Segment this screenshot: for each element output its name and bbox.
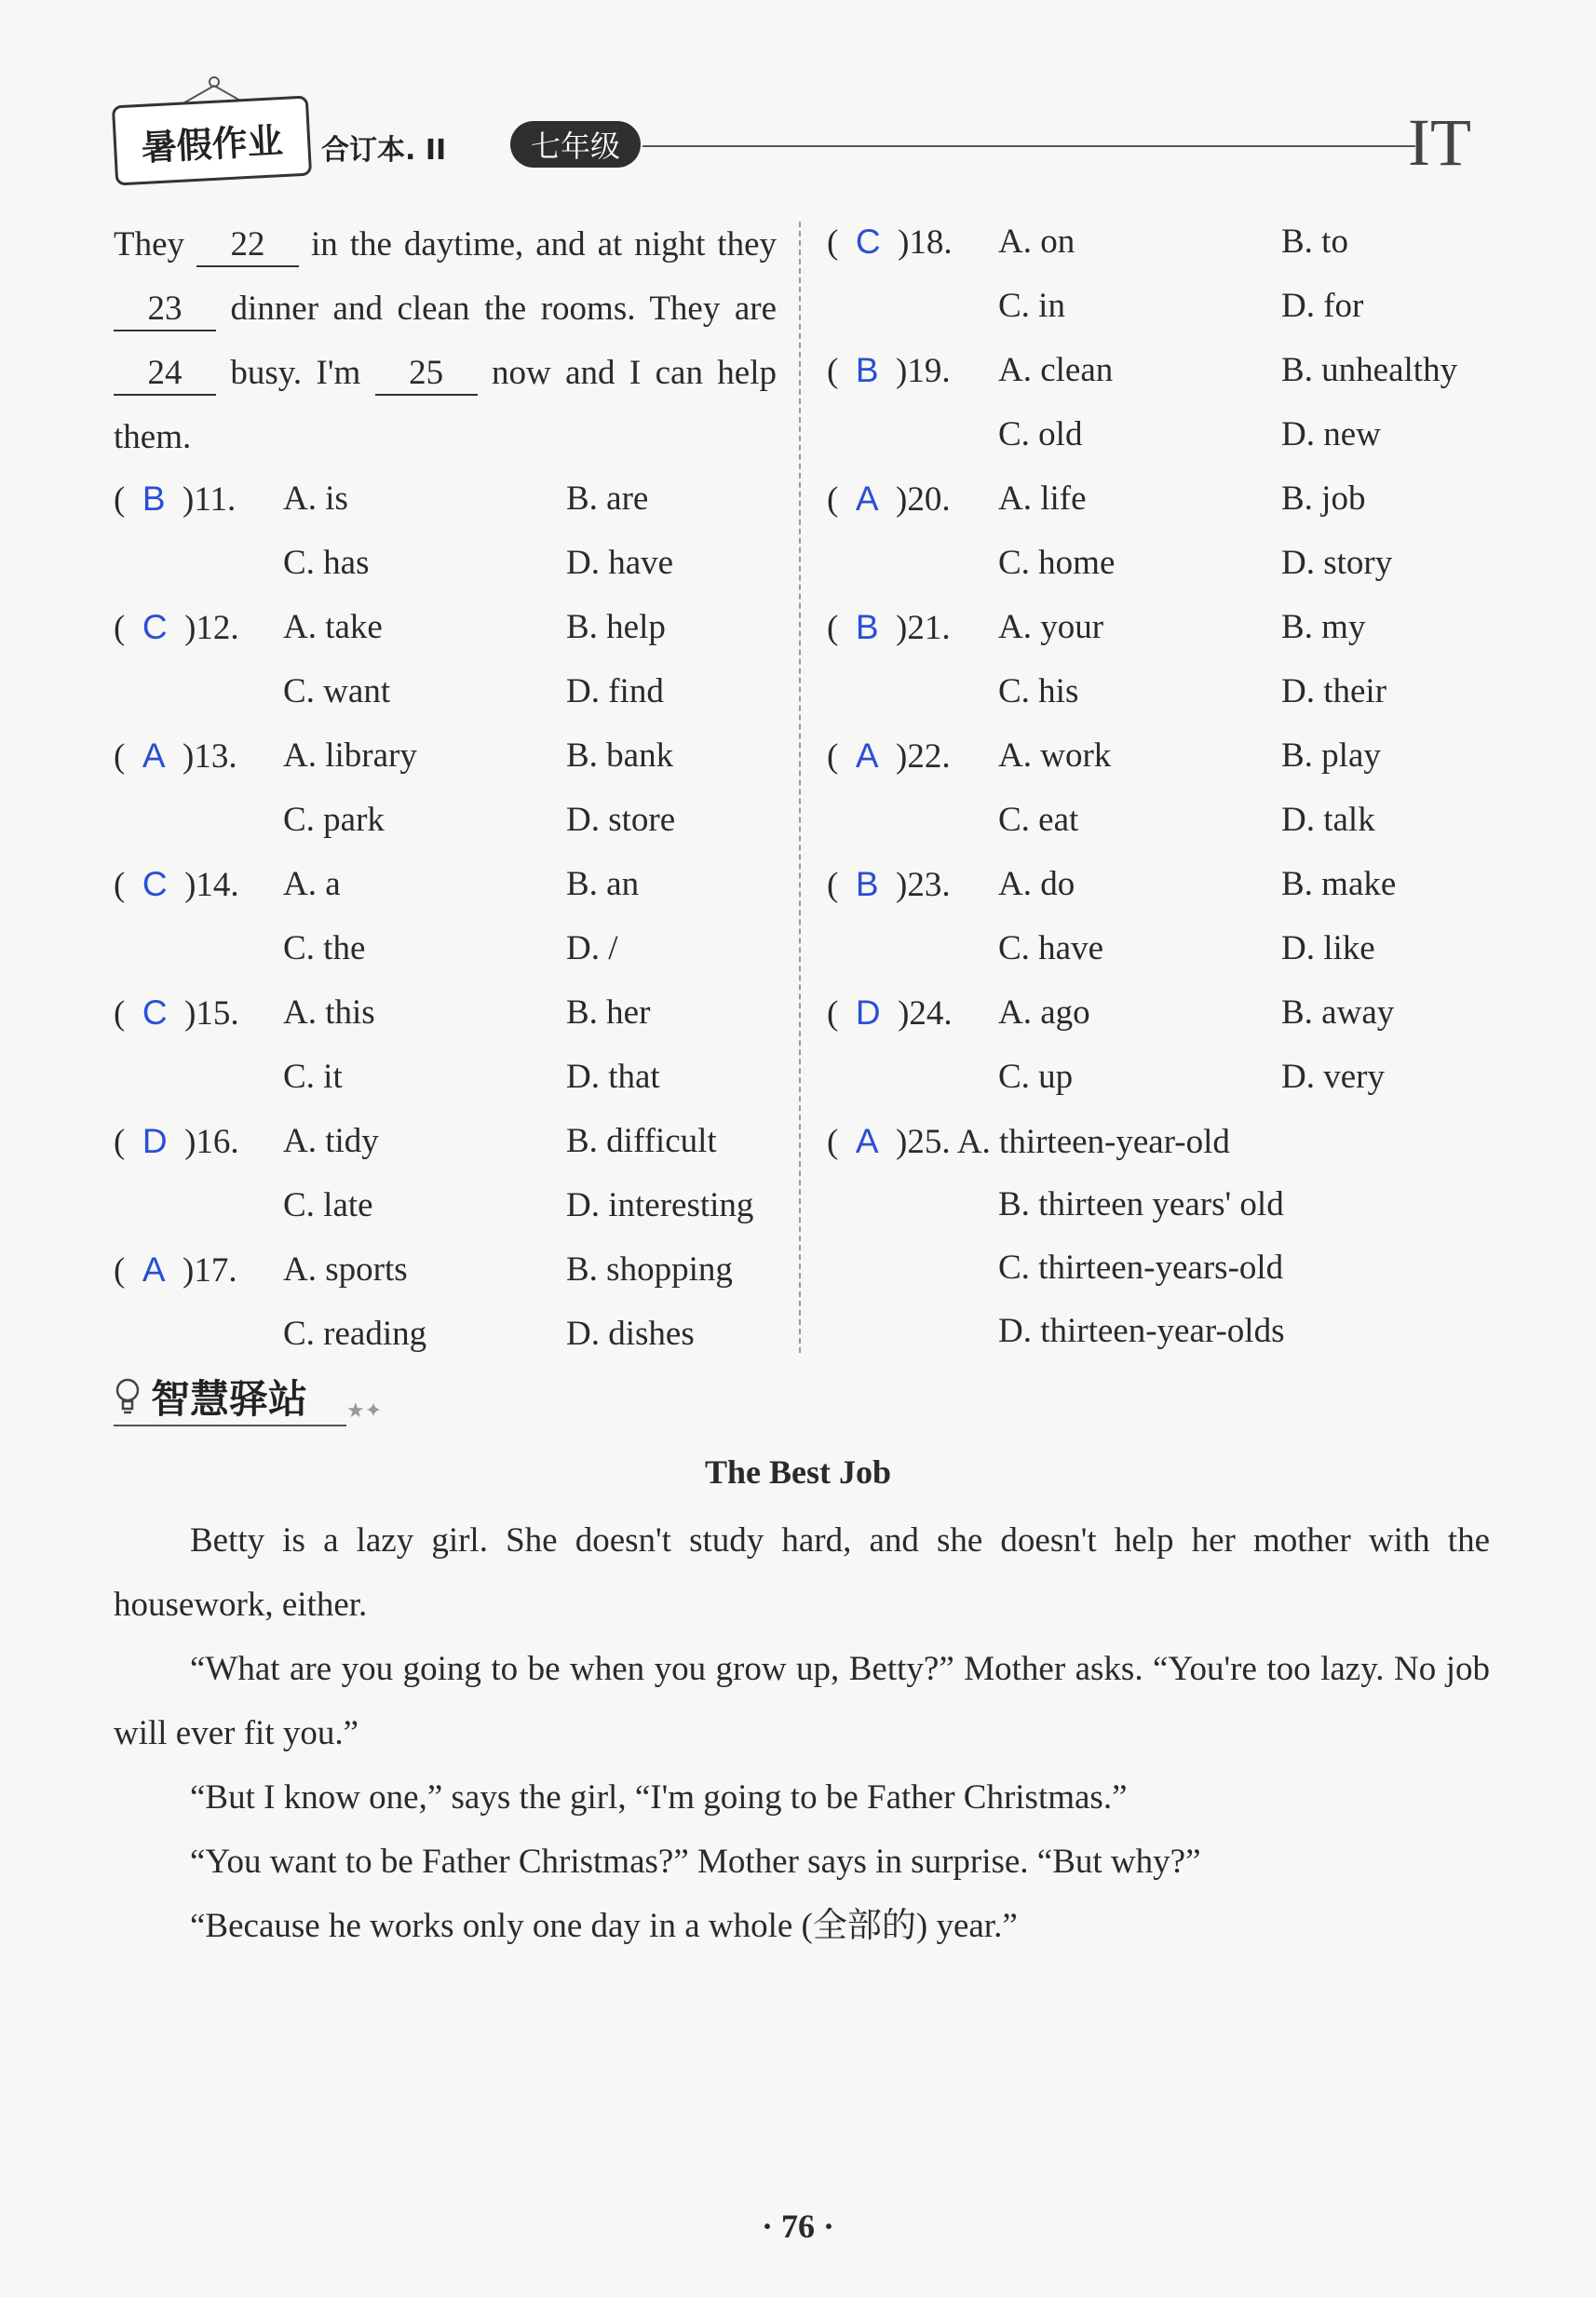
- question-row: ( A )13.: [114, 736, 237, 776]
- option-a: A. life: [998, 480, 1087, 518]
- question-number: )15.: [184, 994, 239, 1033]
- brand-logo: 暑假作业: [112, 96, 312, 186]
- option-c: C. have: [998, 929, 1104, 967]
- grade-badge: 七年级: [510, 121, 641, 168]
- option-d: D. have: [566, 544, 674, 582]
- option-a: A. ago: [998, 993, 1090, 1032]
- answer-letter: B: [855, 351, 879, 389]
- option-d: D. their: [1281, 672, 1387, 710]
- answer-letter: A: [855, 736, 879, 775]
- question-number: )13.: [183, 737, 237, 776]
- option-d: D. story: [1281, 544, 1393, 582]
- question-row: ( B )21.: [827, 608, 951, 647]
- option-a: A. this: [283, 993, 375, 1032]
- question-row: ( B )19.: [827, 351, 951, 390]
- answer-letter: C: [142, 865, 168, 903]
- question-row: ( C )18.: [827, 223, 953, 262]
- option-d: D. store: [566, 801, 676, 839]
- option-b: B. an: [566, 865, 640, 903]
- question-row: ( B )23.: [827, 865, 951, 904]
- question-row: ( A )22.: [827, 736, 951, 776]
- option-c: C. late: [283, 1186, 373, 1224]
- story-paragraph: “Because he works only one day in a whole (全部的) year.”: [190, 1907, 1018, 1945]
- option-b: B. to: [1281, 223, 1348, 261]
- answer-letter: D: [855, 993, 881, 1032]
- option-a: A. a: [283, 865, 341, 903]
- blank-24: 24: [114, 353, 216, 396]
- option-b: B. play: [1281, 736, 1381, 775]
- question-number: )17.: [183, 1251, 237, 1290]
- option-c: C. his: [998, 672, 1079, 710]
- question-row: ( D )24.: [827, 993, 953, 1033]
- question-number: )21.: [896, 609, 951, 647]
- answer-letter: A: [855, 1122, 879, 1160]
- option-a: A. sports: [283, 1250, 408, 1289]
- answer-letter: A: [142, 1250, 166, 1289]
- header-mark: IT: [1408, 105, 1471, 180]
- option-b: B. are: [566, 480, 649, 518]
- option-a: A. work: [998, 736, 1112, 775]
- option-b: B. help: [566, 608, 666, 646]
- question-row: ( D )16.: [114, 1122, 239, 1161]
- question-row: ( A )20.: [827, 480, 951, 519]
- option-b: B. job: [1281, 480, 1366, 518]
- passage-text: in the daytime, and at night they: [310, 225, 778, 263]
- option-c: C. it: [283, 1058, 343, 1096]
- question-number: )23.: [896, 866, 951, 904]
- passage-text: busy. I'm: [230, 354, 361, 392]
- answer-letter: C: [142, 993, 168, 1032]
- passage-text: dinner and clean the rooms. They are: [230, 290, 778, 328]
- option-b: B. thirteen years' old: [998, 1185, 1284, 1223]
- option-c: C. park: [283, 801, 385, 839]
- option-d: D. very: [1281, 1058, 1385, 1096]
- option-a: A. take: [283, 608, 383, 646]
- option-c: C. the: [283, 929, 366, 967]
- answer-letter: A: [855, 480, 879, 518]
- option-c: C. has: [283, 544, 370, 582]
- option-c: C. eat: [998, 801, 1079, 839]
- option-d: D. for: [1281, 287, 1364, 325]
- story-paragraph: Betty is a lazy girl. She doesn't study hard, and she doesn't help her mother with the housework, either.: [114, 1521, 1490, 1624]
- question-number: )12.: [184, 609, 239, 647]
- option-d: D. dishes: [566, 1315, 695, 1353]
- stars-icon: ★✦: [346, 1398, 383, 1422]
- option-d: D. /: [566, 929, 618, 967]
- option-a: A. is: [283, 480, 348, 518]
- question-row: ( C )12.: [114, 608, 239, 647]
- question-row: ( A )25. A. thirteen-year-old: [827, 1122, 1230, 1161]
- story-title: The Best Job: [704, 1453, 892, 1491]
- option-a: A. on: [998, 223, 1075, 261]
- section-title: 智慧驿站: [151, 1376, 308, 1422]
- option-b: B. difficult: [566, 1122, 717, 1160]
- option-b: B. make: [1281, 865, 1397, 903]
- blank-22: 22: [196, 224, 299, 267]
- story-body: [114, 1508, 1490, 1958]
- option-a: A. tidy: [283, 1122, 379, 1160]
- header-rule: [642, 145, 1415, 147]
- option-c: C. reading: [283, 1315, 427, 1353]
- option-a: A. your: [998, 608, 1104, 646]
- question-number: )20.: [896, 480, 951, 519]
- question-number: )18.: [898, 223, 953, 262]
- question-number: )25.: [896, 1123, 951, 1161]
- lightbulb-icon: [114, 1376, 142, 1417]
- question-number: )24.: [898, 994, 953, 1033]
- answer-letter: C: [855, 223, 881, 261]
- question-row: ( A )17.: [114, 1250, 237, 1290]
- option-d: D. like: [1281, 929, 1375, 967]
- option-a: A. library: [283, 736, 417, 775]
- story-paragraph: “But I know one,” says the girl, “I'm going to be Father Christmas.”: [190, 1778, 1128, 1817]
- blank-25: 25: [375, 353, 478, 396]
- option-b: B. my: [1281, 608, 1366, 646]
- answer-letter: B: [142, 480, 166, 518]
- edition-label: 合订本. II: [321, 134, 447, 167]
- answer-letter: B: [855, 608, 879, 646]
- option-c: C. up: [998, 1058, 1074, 1096]
- option-c: C. home: [998, 544, 1116, 582]
- option-c: C. in: [998, 287, 1065, 325]
- option-c: C. want: [283, 672, 391, 710]
- option-a: A. clean: [998, 351, 1114, 389]
- option-d: D. that: [566, 1058, 660, 1096]
- answer-letter: D: [142, 1122, 168, 1160]
- column-divider: [799, 222, 801, 1353]
- option-c: C. thirteen-years-old: [998, 1249, 1284, 1287]
- question-number: )19.: [896, 352, 951, 390]
- blank-23: 23: [114, 289, 216, 331]
- option-d: D. interesting: [566, 1186, 754, 1224]
- question-row: ( B )11.: [114, 480, 237, 519]
- section-underline: [114, 1425, 346, 1426]
- option-d: D. thirteen-year-olds: [998, 1312, 1285, 1350]
- question-number: )16.: [184, 1123, 239, 1161]
- option-a: A. thirteen-year-old: [956, 1123, 1230, 1161]
- option-b: B. bank: [566, 736, 674, 775]
- option-b: B. away: [1281, 993, 1395, 1032]
- passage-text: They: [114, 225, 185, 263]
- cloze-passage: [114, 212, 777, 469]
- story-paragraph: “What are you going to be when you grow up, Betty?” Mother asks. “You're too lazy. No job will ever fit you.”: [114, 1650, 1490, 1752]
- question-row: ( C )15.: [114, 993, 239, 1033]
- story-paragraph: “You want to be Father Christmas?” Mother says in surprise. “But why?”: [190, 1843, 1201, 1881]
- option-b: B. unhealthy: [1281, 351, 1458, 389]
- question-number: )11.: [183, 480, 237, 519]
- option-b: B. her: [566, 993, 651, 1032]
- option-d: D. new: [1281, 415, 1381, 453]
- question-number: )14.: [184, 866, 239, 904]
- answer-letter: A: [142, 736, 166, 775]
- passage-text: now and I can help them.: [114, 354, 778, 456]
- option-d: D. find: [566, 672, 664, 710]
- answer-letter: B: [855, 865, 879, 903]
- section-heading: [114, 1369, 307, 1425]
- question-row: ( C )14.: [114, 865, 239, 904]
- option-d: D. talk: [1281, 801, 1375, 839]
- option-a: A. do: [998, 865, 1075, 903]
- option-b: B. shopping: [566, 1250, 733, 1289]
- question-number: )22.: [896, 737, 951, 776]
- page-number: · 76 ·: [761, 2208, 834, 2245]
- option-c: C. old: [998, 415, 1083, 453]
- answer-letter: C: [142, 608, 168, 646]
